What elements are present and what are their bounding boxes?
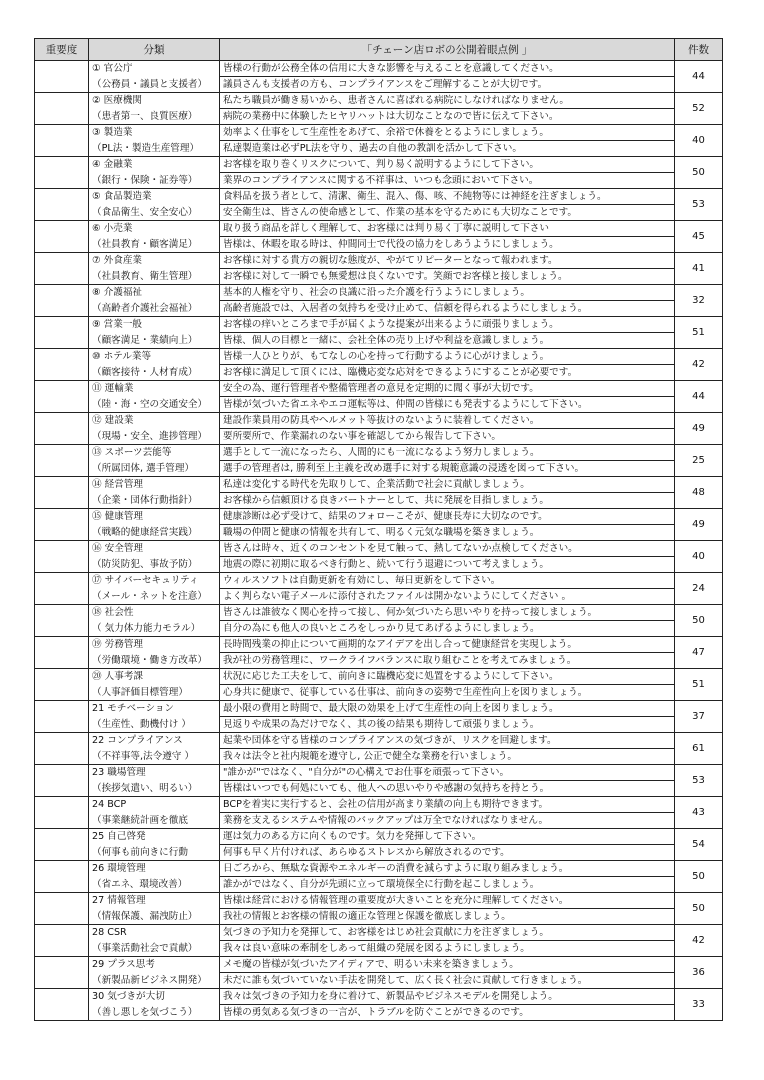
importance-cell xyxy=(35,957,89,989)
table-row xyxy=(35,605,723,637)
example-line-2: 皆様は、休暇を取る時は、仲間同士で代役の協力をしあうようにしましょう。 xyxy=(223,238,559,250)
category-name: 24 BCP xyxy=(92,799,127,810)
importance-cell xyxy=(35,413,89,445)
example-cell xyxy=(220,509,675,541)
table-row xyxy=(35,221,723,253)
example-line-2: 地震の際に初期に取るべき行動と、続いて行う退避について考えましょう。 xyxy=(223,558,549,570)
example-cell xyxy=(220,61,675,93)
observation-table xyxy=(34,38,723,1021)
category-subtitle: （PL法・製造生産管理） xyxy=(92,142,200,154)
table-row xyxy=(35,125,723,157)
example-cell xyxy=(220,573,675,605)
category-name: 21 モチベーション xyxy=(92,703,175,714)
example-line-2: 選手の管理者は, 勝利至上主義を改め選手に対する規範意識の浸透を図って下さい。 xyxy=(223,462,585,474)
category-subtitle: （所属団体, 選手管理） xyxy=(92,462,195,474)
example-cell xyxy=(220,125,675,157)
example-line-1: 気づきの予知力を発揮して、お客様をはじめ社会貢献に力を注ぎましょう。 xyxy=(220,925,674,941)
table-row xyxy=(35,573,723,605)
header-juyodo: 重要度 xyxy=(35,39,89,61)
category-cell xyxy=(89,445,220,477)
category-cell xyxy=(89,349,220,381)
table-row xyxy=(35,733,723,765)
example-line-1: 建設作業員用の防具やヘルメット等抜けのないように装着してください。 xyxy=(220,413,674,429)
count-cell: 33 xyxy=(675,989,723,1021)
importance-cell xyxy=(35,477,89,509)
category-cell xyxy=(89,989,220,1021)
category-name: ⑰ サイバーセキュリティ xyxy=(92,575,199,586)
example-cell xyxy=(220,317,675,349)
example-cell xyxy=(220,413,675,445)
category-cell xyxy=(89,893,220,925)
example-line-2: 要所要所で、作業漏れのない事を確認してから報告して下さい。 xyxy=(223,430,502,442)
table-row xyxy=(35,477,723,509)
example-cell xyxy=(220,285,675,317)
example-cell xyxy=(220,157,675,189)
importance-cell xyxy=(35,509,89,541)
example-line-1: 食料品を扱う者として、清潔、衛生、混入、傷、咳、不純物等には神経を注ぎましょう。 xyxy=(220,189,674,205)
example-line-1: 効率よく仕事をして生産性をあげて、余裕で休養をとるようにしましょう。 xyxy=(220,125,674,141)
example-line-2: 誰かがではなく、自分が先頭に立って環境保全に行動を起こしましょう。 xyxy=(223,878,540,890)
table-row xyxy=(35,669,723,701)
importance-cell xyxy=(35,605,89,637)
table-row xyxy=(35,93,723,125)
example-line-1: 状況に応じた工夫をして、前向きに臨機応変に処置をするようにして下さい。 xyxy=(220,669,674,685)
example-line-1: 起業や団体を守る皆様のコンプライアンスの気づきが、リスクを回避します。 xyxy=(220,733,674,749)
example-cell xyxy=(220,189,675,221)
count-cell: 49 xyxy=(675,509,723,541)
table-row xyxy=(35,797,723,829)
category-name: ⑫ 建設業 xyxy=(92,415,134,426)
example-cell xyxy=(220,221,675,253)
count-cell: 49 xyxy=(675,413,723,445)
importance-cell xyxy=(35,861,89,893)
count-cell: 24 xyxy=(675,573,723,605)
importance-cell xyxy=(35,829,89,861)
example-cell xyxy=(220,861,675,893)
category-subtitle: （戦略的健康経営実践） xyxy=(92,526,198,538)
example-cell xyxy=(220,637,675,669)
category-cell xyxy=(89,797,220,829)
importance-cell xyxy=(35,349,89,381)
category-name: ⑮ 健康管理 xyxy=(92,511,144,522)
category-name: ⑯ 安全管理 xyxy=(92,543,144,554)
category-subtitle: （情報保護、漏洩防止） xyxy=(92,910,198,922)
table-body xyxy=(35,61,723,1021)
example-line-1: 皆様は経営における情報管理の重要度が大きいことを充分に理解してください。 xyxy=(220,893,674,909)
example-cell xyxy=(220,797,675,829)
category-name: ⑤ 食品製造業 xyxy=(92,191,152,202)
category-subtitle: （何事も前向きに行動 xyxy=(92,846,188,858)
importance-cell xyxy=(35,125,89,157)
example-line-1: 皆様一人ひとりが、もてなしの心を持って行動するように心がけましょう。 xyxy=(220,349,674,365)
example-line-1: 皆さんは時々、近くのコンセントを見て触って、熱してないか点検してください。 xyxy=(220,541,674,557)
count-cell: 42 xyxy=(675,925,723,957)
category-cell xyxy=(89,733,220,765)
table-row xyxy=(35,317,723,349)
example-line-2: 安全衛生は、皆さんの使命感として、作業の基本を守るためにも大切なことです。 xyxy=(223,206,578,218)
importance-cell xyxy=(35,989,89,1021)
table-row xyxy=(35,957,723,989)
example-line-1: 基本的人権を守り、社会の良識に沿った介護を行うようにしましょう。 xyxy=(220,285,674,301)
category-subtitle: （社員教育、衛生管理） xyxy=(92,270,198,282)
table-row xyxy=(35,861,723,893)
count-cell: 36 xyxy=(675,957,723,989)
table-row xyxy=(35,925,723,957)
example-line-2: 我々は法令と社内規範を遵守し, 公正で健全な業務を行いましょう。 xyxy=(223,750,517,762)
importance-cell xyxy=(35,157,89,189)
category-cell xyxy=(89,285,220,317)
example-cell xyxy=(220,349,675,381)
example-cell xyxy=(220,925,675,957)
category-subtitle: （企業・団体行動指針） xyxy=(92,494,198,506)
count-cell: 51 xyxy=(675,317,723,349)
table-row xyxy=(35,413,723,445)
count-cell: 41 xyxy=(675,253,723,285)
example-line-2: 業界のコンプライアンスに関する不祥事は、いつも念頭において下さい。 xyxy=(223,174,539,186)
example-line-1: 長時間残業の抑止について画期的なアイデアを出し合って健康経営を実現しよう。 xyxy=(220,637,674,653)
category-name: 29 プラス思考 xyxy=(92,959,155,970)
count-cell: 54 xyxy=(675,829,723,861)
category-name: 26 環境管理 xyxy=(92,863,146,874)
importance-cell xyxy=(35,893,89,925)
example-line-2: 皆様はいつでも何処にいても、他人への思いやりや感謝の気持ちを持とう。 xyxy=(223,782,550,794)
category-subtitle: （顧客接待・人材育成） xyxy=(92,366,198,378)
importance-cell xyxy=(35,93,89,125)
example-cell xyxy=(220,445,675,477)
category-subtitle: （患者第一、良質医療） xyxy=(92,110,198,122)
example-cell xyxy=(220,669,675,701)
importance-cell xyxy=(35,573,89,605)
category-cell xyxy=(89,765,220,797)
count-cell: 48 xyxy=(675,477,723,509)
category-name: ⑨ 営業一般 xyxy=(92,319,143,330)
category-subtitle: （ 気力体力能力モラル） xyxy=(92,622,201,634)
category-cell xyxy=(89,125,220,157)
example-line-1: 日ごろから、無駄な資源やエネルギーの消費を減らすように取り組みましょう。 xyxy=(220,861,674,877)
count-cell: 40 xyxy=(675,125,723,157)
importance-cell xyxy=(35,733,89,765)
category-subtitle: （人事評価目標管理） xyxy=(92,686,188,698)
importance-cell xyxy=(35,285,89,317)
table-row xyxy=(35,253,723,285)
example-cell xyxy=(220,829,675,861)
category-subtitle: （メール・ネットを注意） xyxy=(92,590,207,602)
category-cell xyxy=(89,221,220,253)
count-cell: 40 xyxy=(675,541,723,573)
importance-cell xyxy=(35,381,89,413)
table-row xyxy=(35,829,723,861)
example-cell xyxy=(220,733,675,765)
importance-cell xyxy=(35,253,89,285)
category-subtitle: （生産性、動機付け ） xyxy=(92,718,191,730)
category-name: ① 官公庁 xyxy=(92,63,133,74)
importance-cell xyxy=(35,765,89,797)
table-row xyxy=(35,637,723,669)
category-name: ⑱ 社会性 xyxy=(92,607,134,618)
example-cell xyxy=(220,253,675,285)
table-row xyxy=(35,989,723,1021)
category-cell xyxy=(89,61,220,93)
example-line-1: 選手として一流になったら、人間的にも一流になるよう努力しましょう。 xyxy=(220,445,674,461)
importance-cell xyxy=(35,701,89,733)
example-cell xyxy=(220,701,675,733)
category-cell xyxy=(89,541,220,573)
example-line-2: 我が社の労務管理に、ワークライフバランスに取り組むことを考えてみましょう。 xyxy=(223,654,577,666)
count-cell: 47 xyxy=(675,637,723,669)
table-row xyxy=(35,349,723,381)
category-name: ⑲ 労務管理 xyxy=(92,639,144,650)
table-row xyxy=(35,765,723,797)
importance-cell xyxy=(35,317,89,349)
example-line-2: 皆様の勇気ある気づきの一言が、トラブルを防ぐことができるのです。 xyxy=(223,1006,529,1018)
category-subtitle: （挨拶気遣い、明るい） xyxy=(92,782,198,794)
category-subtitle: （新製品新ビジネス開発） xyxy=(92,974,207,986)
example-line-2: 我社の情報とお客様の情報の適正な管理と保護を徹底しましょう。 xyxy=(223,910,511,922)
count-cell: 53 xyxy=(675,189,723,221)
count-cell: 50 xyxy=(675,157,723,189)
table-row xyxy=(35,61,723,93)
category-cell xyxy=(89,413,220,445)
category-cell xyxy=(89,637,220,669)
example-cell xyxy=(220,381,675,413)
category-name: 30 気づきが大切 xyxy=(92,991,165,1002)
category-subtitle: （食品衛生、安全安心） xyxy=(92,206,198,218)
category-cell xyxy=(89,93,220,125)
example-line-2: 皆様が気づいた省エネやエコ運転等は、仲間の皆様にも発表するようにして下さい。 xyxy=(223,398,588,410)
example-line-1: 私たち職員が働き易いから、患者さんに喜ばれる病院にしなければなりません。 xyxy=(220,93,674,109)
example-line-1: お客様を取り巻くリスクについて、判り易く説明するようにして下さい。 xyxy=(220,157,674,173)
category-name: ⑪ 運輸業 xyxy=(92,383,134,394)
category-subtitle: （事業継続計画を徹底 xyxy=(92,814,188,826)
category-name: ③ 製造業 xyxy=(92,127,133,138)
category-name: ⑩ ホテル業等 xyxy=(92,351,152,362)
category-name: ⑳ 人事考課 xyxy=(92,671,144,682)
example-cell xyxy=(220,605,675,637)
example-line-2: 議員さんも支援者の方も、コンプライアンスをご理解することが大切です。 xyxy=(223,78,548,90)
category-subtitle: （陸・海・空の交通安全） xyxy=(92,398,208,410)
example-line-2: 我々は良い意味の牽制をしあって組織の発展を図るようにしましょう。 xyxy=(223,942,530,954)
category-cell xyxy=(89,381,220,413)
count-cell: 52 xyxy=(675,93,723,125)
category-subtitle: （現場・安全、進捗管理） xyxy=(92,430,208,442)
category-cell xyxy=(89,957,220,989)
example-line-2: 自分の為にも他人の良いところをしっかり見てあげるようにしましょう。 xyxy=(223,622,540,634)
example-line-2: 何事も早く片付ければ、あらゆるストレスから解放されるのです。 xyxy=(223,846,510,858)
category-subtitle: （防災防犯、事故予防） xyxy=(92,558,198,570)
category-name: ⑦ 外食産業 xyxy=(92,255,143,266)
category-name: 23 職場管理 xyxy=(92,767,146,778)
category-subtitle: （公務員・議員と支援者） xyxy=(92,78,208,90)
importance-cell xyxy=(35,925,89,957)
table-row xyxy=(35,701,723,733)
header-bunrui: 分類 xyxy=(89,39,220,61)
category-cell xyxy=(89,157,220,189)
example-line-1: お客様に対する貴方の親切な態度が、やがてリピーターとなって報われます。 xyxy=(220,253,674,269)
example-line-1: "誰かが"ではなく、"自分が"の心構えでお仕事を頑張って下さい。 xyxy=(220,765,674,781)
category-cell xyxy=(89,829,220,861)
importance-cell xyxy=(35,445,89,477)
importance-cell xyxy=(35,669,89,701)
example-line-1: BCPを着実に実行すると、会社の信用が高まり業績の向上も期待できます。 xyxy=(220,797,674,813)
header-count: 件数 xyxy=(675,39,723,61)
category-subtitle: （銀行・保険・証券等） xyxy=(92,174,198,186)
category-cell xyxy=(89,509,220,541)
example-line-1: ウィルスソフトは自動更新を有効にし、毎日更新をして下さい。 xyxy=(220,573,674,589)
example-cell xyxy=(220,477,675,509)
category-subtitle: （社員教育・顧客満足） xyxy=(92,238,198,250)
example-cell xyxy=(220,957,675,989)
category-cell xyxy=(89,925,220,957)
example-cell xyxy=(220,765,675,797)
example-line-1: 最小限の費用と時間で、最大限の効果を上げて生産性の向上を図りましょう。 xyxy=(220,701,674,717)
example-cell xyxy=(220,893,675,925)
example-line-2: 私達製造業は必ずPL法を守り、過去の自他の教訓を活かして下さい。 xyxy=(223,142,522,154)
table-row xyxy=(35,445,723,477)
category-cell xyxy=(89,253,220,285)
count-cell: 50 xyxy=(675,861,723,893)
example-line-2: よく判らない電子メールに添付されたファイルは開かないようにしてください 。 xyxy=(223,590,572,602)
example-line-2: 高齢者施設では、入居者の気持ちを受け止めて、信頼を得られるようにしましょう。 xyxy=(223,302,588,314)
count-cell: 44 xyxy=(675,381,723,413)
example-line-1: 皆さんは誰彼なく関心を持って接し、何か気づいたら思いやりを持って接しましょう。 xyxy=(220,605,674,621)
example-line-1: お客様の痒いところまで手が届くような提案が出来るように頑張りましょう。 xyxy=(220,317,674,333)
importance-cell xyxy=(35,541,89,573)
category-cell xyxy=(89,317,220,349)
count-cell: 45 xyxy=(675,221,723,253)
category-cell xyxy=(89,701,220,733)
category-cell xyxy=(89,605,220,637)
example-line-2: 職場の仲間と健康の情報を共有して、明るく元気な職場を築きましょう。 xyxy=(223,526,540,538)
category-name: ⑭ 経営管理 xyxy=(92,479,144,490)
example-line-2: 業務を支えるシステムや情報のバックアップは万全でなければなりません。 xyxy=(223,814,549,826)
count-cell: 61 xyxy=(675,733,723,765)
importance-cell xyxy=(35,797,89,829)
category-name: ⑧ 介護福祉 xyxy=(92,287,143,298)
table-row xyxy=(35,285,723,317)
example-line-1: 安全の為、運行管理者や整備管理者の意見を定期的に聞く事が大切です。 xyxy=(220,381,674,397)
count-cell: 44 xyxy=(675,61,723,93)
category-subtitle: （省エネ、環境改善） xyxy=(92,878,188,890)
example-line-1: 運は気力のある方に向くものです。気力を発揮して下さい。 xyxy=(220,829,674,845)
example-line-1: 私達は変化する時代を先取りして、企業活動で社会に貢献しましょう。 xyxy=(220,477,674,493)
category-name: ④ 金融業 xyxy=(92,159,133,170)
count-cell: 50 xyxy=(675,605,723,637)
category-cell xyxy=(89,573,220,605)
count-cell: 51 xyxy=(675,669,723,701)
count-cell: 53 xyxy=(675,765,723,797)
example-line-1: 健康診断は必ず受けて、結果のフォローこそが、健康長寿に大切なのです。 xyxy=(220,509,674,525)
example-line-2: 未だに誰も気づいていない手法を開発して、広く長く社会に貢献して行きましょう。 xyxy=(223,974,588,986)
count-cell: 42 xyxy=(675,349,723,381)
category-cell xyxy=(89,861,220,893)
example-line-1: 取り扱う商品を詳しく理解して、お客様には判り易く丁寧に説明して下さい xyxy=(220,221,674,237)
category-name: ⑥ 小売業 xyxy=(92,223,133,234)
example-line-2: お客様から信頼頂ける良きパートナーとして、共に発展を目指しましょう。 xyxy=(223,494,549,506)
category-cell xyxy=(89,669,220,701)
count-cell: 43 xyxy=(675,797,723,829)
table-row xyxy=(35,157,723,189)
count-cell: 32 xyxy=(675,285,723,317)
importance-cell xyxy=(35,221,89,253)
category-name: ② 医療機関 xyxy=(92,95,143,106)
category-name: ⑬ スポーツ芸能等 xyxy=(92,447,172,458)
table-header-row xyxy=(35,39,723,61)
table-row xyxy=(35,509,723,541)
importance-cell xyxy=(35,61,89,93)
example-line-2: 病院の業務中に体験したヒヤリハットは大切なことなので皆に伝えて下さい。 xyxy=(223,110,559,122)
importance-cell xyxy=(35,189,89,221)
category-subtitle: （労働環境・働き方改革） xyxy=(92,654,208,666)
count-cell: 37 xyxy=(675,701,723,733)
example-line-2: お客様に満足して頂くには、臨機応変な応対をできるようにすることが必要です。 xyxy=(223,366,578,378)
example-line-1: 我々は気づきの予知力を身に着けて、新製品やビジネスモデルを開発しよう。 xyxy=(220,989,674,1005)
example-cell xyxy=(220,541,675,573)
example-line-2: 見返りや成果の為だけでなく、其の後の結果も期待して頑張りましょう。 xyxy=(223,718,540,730)
category-subtitle: （事業活動社会で貢献） xyxy=(92,942,198,954)
category-cell xyxy=(89,477,220,509)
example-line-2: 心身共に健康で、従事している仕事は、前向きの姿勢で生産性向上を図りましょう。 xyxy=(223,686,588,698)
count-cell: 25 xyxy=(675,445,723,477)
category-name: 25 自己啓発 xyxy=(92,831,146,842)
importance-cell xyxy=(35,637,89,669)
category-name: 28 CSR xyxy=(92,927,127,938)
table-row xyxy=(35,189,723,221)
category-name: 22 コンプライアンス xyxy=(92,735,183,746)
count-cell: 50 xyxy=(675,893,723,925)
category-subtitle: （不祥事等,法令遵守 ） xyxy=(92,750,195,762)
example-cell xyxy=(220,989,675,1021)
table-row xyxy=(35,893,723,925)
category-cell xyxy=(89,189,220,221)
header-example: 「チェーン店ロボの公開着眼点例 」 xyxy=(220,39,675,61)
category-subtitle: （顧客満足・業績向上） xyxy=(92,334,198,346)
category-subtitle: （善し悪しを気づこう） xyxy=(92,1006,198,1018)
example-line-2: 皆様、個人の目標と一緒に、会社全体の売り上げや利益を意識しましょう。 xyxy=(223,334,550,346)
category-name: 27 情報管理 xyxy=(92,895,146,906)
example-line-1: 皆様の行動が公務全体の信用に大きな影響を与えることを意識してください。 xyxy=(220,61,674,77)
example-line-2: お客様に対して一瞬でも無愛想は良くないです。笑顔でお客様と接しましょう。 xyxy=(223,270,568,282)
table-row xyxy=(35,381,723,413)
example-line-1: メモ魔の皆様が気づいたアイディアで、明るい未来を築きましょう。 xyxy=(220,957,674,973)
example-cell xyxy=(220,93,675,125)
table-row xyxy=(35,541,723,573)
category-subtitle: （高齢者介護社会福祉） xyxy=(92,302,198,314)
